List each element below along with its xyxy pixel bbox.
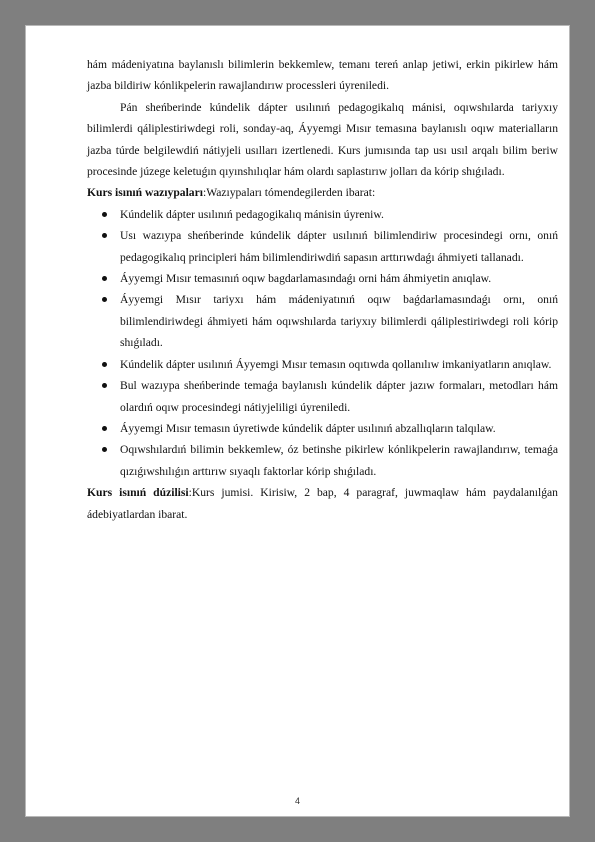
structure-line: [87, 482, 558, 525]
paragraph-2: Pán sheńberinde kúndelik dápter usılınıń pedagogikalıq mánisi, oqıwshılarda tariyxıy bilimlerdi qáliplestiriwdegi roli, sonday-aq, Áyyemgi Mısır temasına baylanıslı oqıw materialların jazba túrde belgilewdiń nátiyjeli usılları izertlenedi. Kurs jumısında tap usı usıl arqalı bilim beriw procesinde júzege keletuǵın qıyınshılıqlar hám olardı saplastırıw jolları da kórip shıǵıladı.: [87, 100, 558, 179]
list-item: Áyyemgi Mısır temasınıń oqıw bagdarlamasındaǵı orni hám áhmiyetin anıqlaw.: [87, 268, 558, 289]
list-item: Kúndelik dápter usılınıń pedagogikalıq mánisin úyreniw.: [87, 204, 558, 225]
bullet-icon: [102, 276, 107, 281]
tasks-intro: :Wazıypaları tómendegilerden ibarat:: [202, 186, 376, 200]
tasks-heading: Kurs isınıń wazıypaları: [87, 186, 203, 200]
bullet-icon: [102, 426, 107, 431]
list-item: Bul wazıypa sheńberinde temaǵa baylanıslı kúndelik dápter jazıw formaları, metodları hám olardıń oqıw procesindegi nátiyjeliligi úyreniledi.: [87, 375, 558, 418]
list-item: Oqıwshılardıń bilimin bekkemlew, óz betinshe pikirlew kónlikpelerin rawajlandırıw, temaǵa qızıǵıwshılıǵın arttırıw sıyaqlı faktorlar kórip shıǵıladı.: [87, 439, 558, 482]
bullet-icon: [102, 297, 107, 302]
bullet-icon: [102, 212, 107, 217]
list-item: Áyyemgi Mısır tariyxı hám mádeniyatınıń oqıw baǵdarlamasındaǵı ornı, onıń bilimlendiriwdegi áhmiyeti hám oqıwshılarda tariyxıy bilimlerdi qáliplestiriwdegi roli kórip shıǵıladı.: [87, 289, 558, 353]
structure-heading: Kurs isınıń dúzilisi: [87, 486, 189, 500]
document-page: [25, 25, 570, 817]
page-content: [87, 54, 558, 525]
tasks-list: [87, 204, 558, 482]
tasks-heading-line: [87, 182, 558, 203]
page-number: 4: [294, 796, 300, 806]
bullet-icon: [102, 233, 107, 238]
list-item: Usı wazıypa sheńberinde kúndelik dápter usılınıń bilimlendiriw procesindegi ornı, onıń pedagogikalıq principleri hám bilimlendiriwdiń sapasın arttırıwdaǵı áhmiyeti tallanadı.: [87, 225, 558, 268]
paragraph-1: hám mádeniyatına baylanıslı bilimlerin bekkemlew, temanı tereń anlap jetiwi, erkin pikirlew hám jazba bildiriw kónlikpelerin rawajlandırıw processleri úyreniledi.: [87, 58, 558, 93]
bullet-icon: [102, 362, 107, 367]
list-item: Áyyemgi Mısır temasın úyretiwde kúndelik dápter usılınıń abzallıqların talqılaw.: [87, 418, 558, 439]
list-item: Kúndelik dápter usılınıń Áyyemgi Mısır temasın oqıtıwda qollanılıw imkaniyatların anıqlaw.: [87, 354, 558, 375]
bullet-icon: [102, 383, 107, 388]
bullet-icon: [102, 447, 107, 452]
structure-text: :Kurs jumisi. Kirisiw, 2 bap, 4 paragraf, juwmaqlaw hám paydalanılǵan ádebiyatlardan ibarat.: [87, 486, 558, 521]
